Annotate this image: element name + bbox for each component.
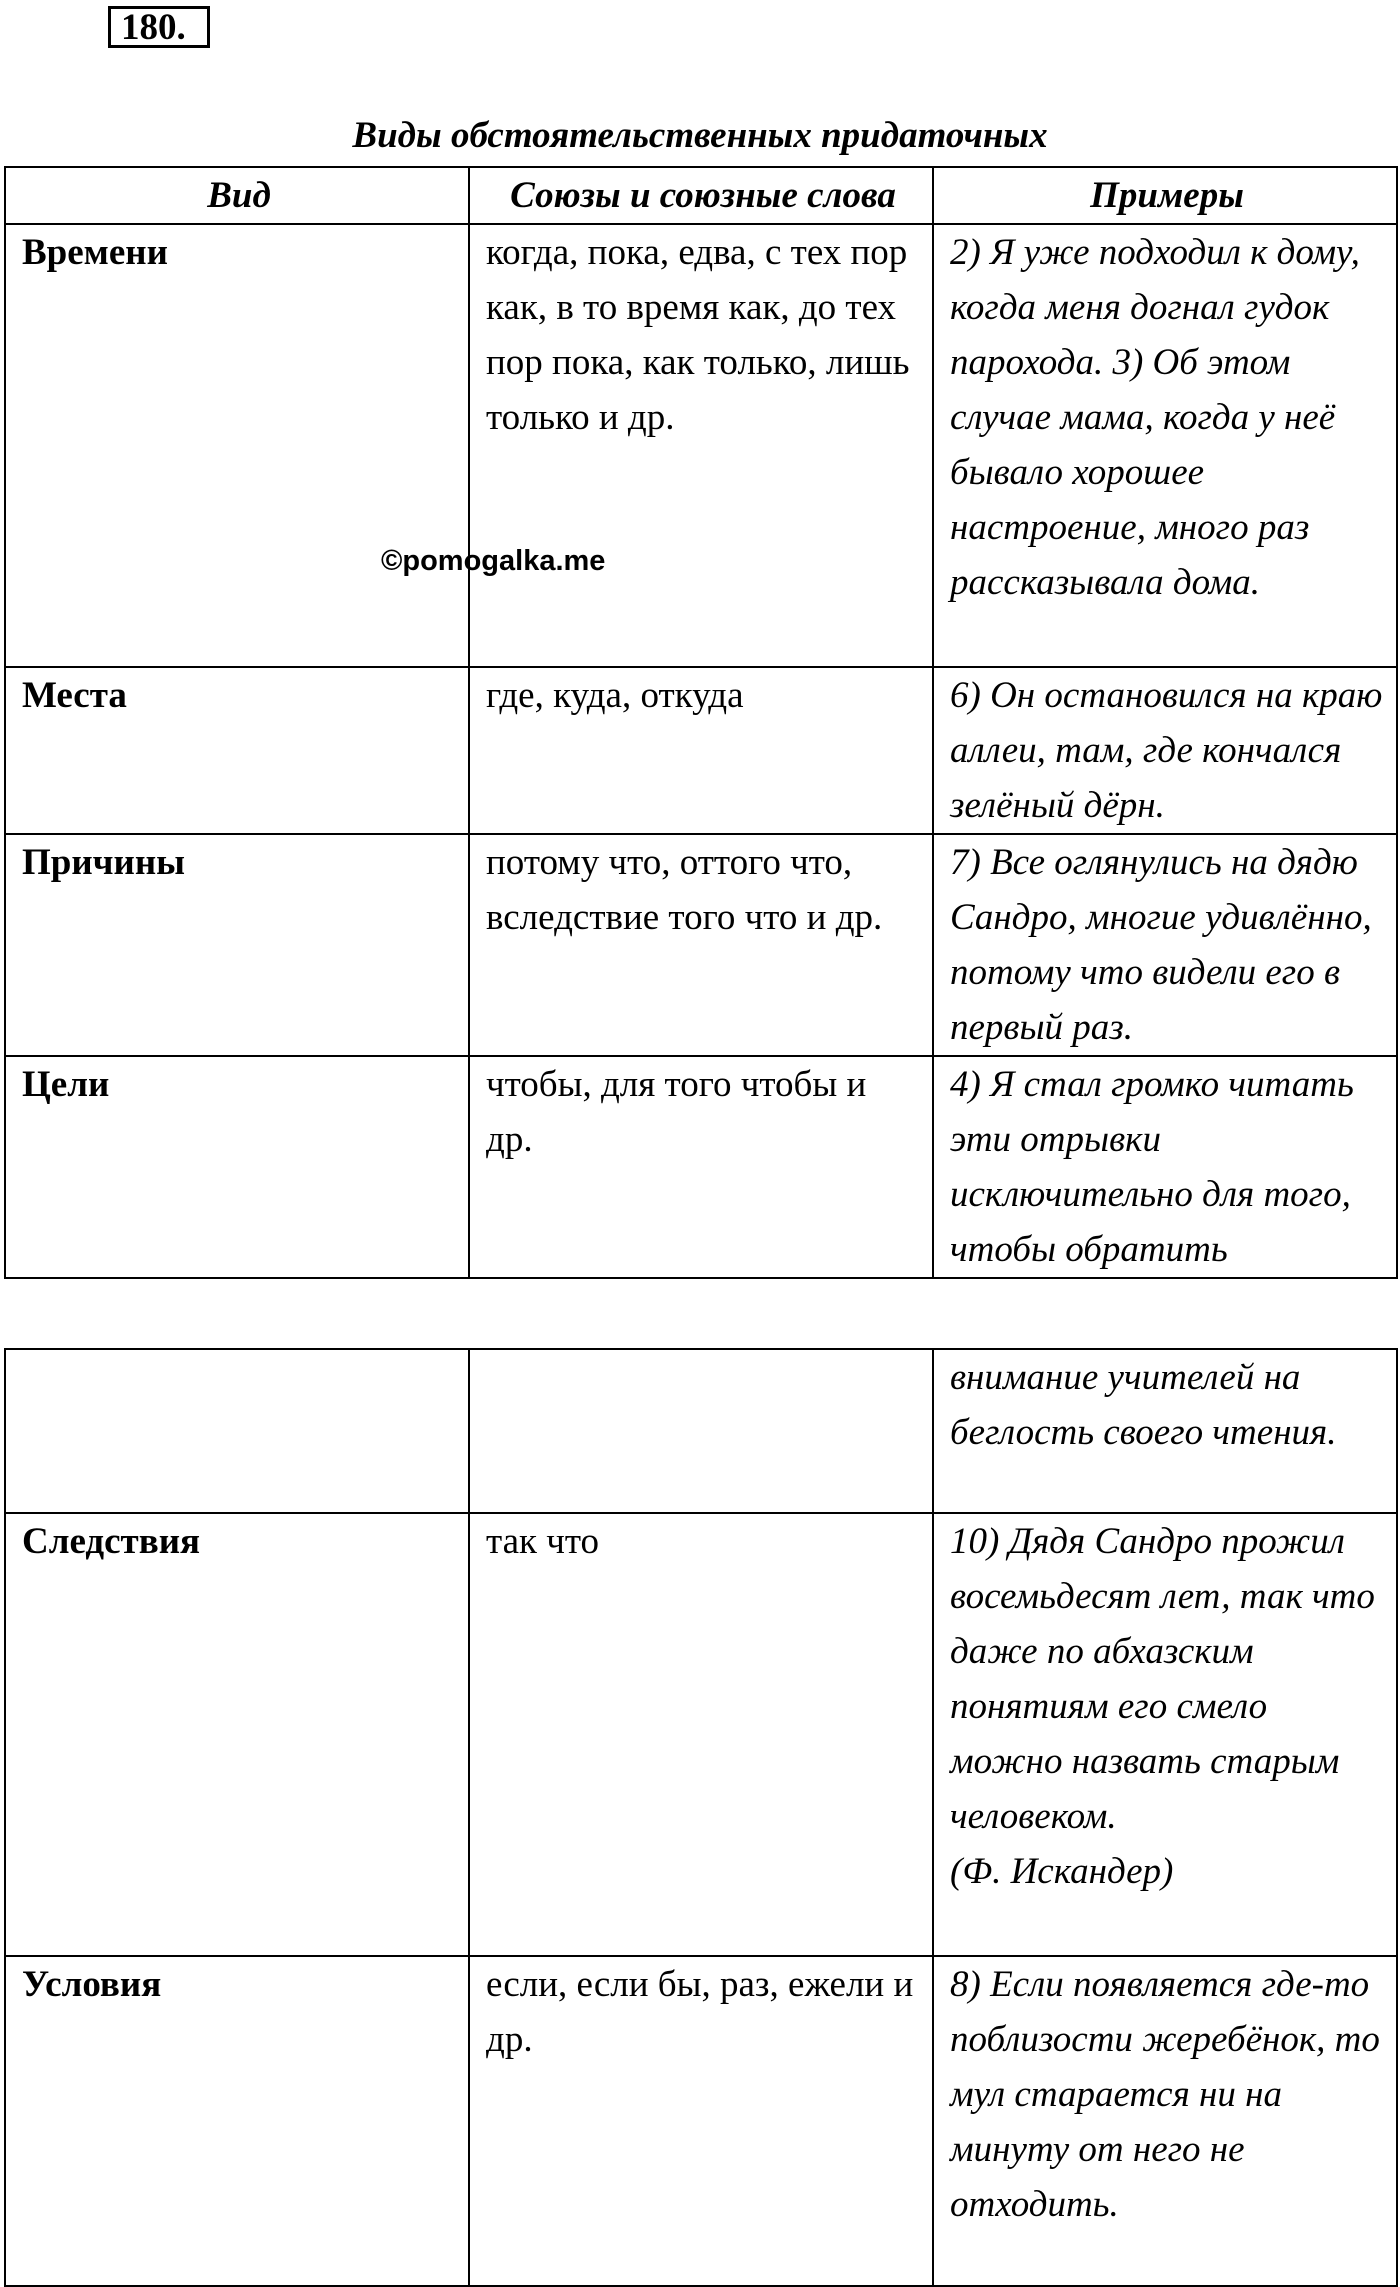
- example-attribution: (Ф. Искандер): [950, 1851, 1174, 1892]
- row-example: 8) Если появляется где-то поблизости жеребёнок, то мул старается ни на минуту от него не отходить.: [933, 1956, 1397, 2286]
- row-example: 6) Он остановился на краю аллеи, там, где кончался зелёный дёрн.: [933, 667, 1397, 834]
- row-example: 4) Я стал громко читать эти отрывки исключительно для того, чтобы обратить: [933, 1056, 1397, 1278]
- row-example: 2) Я уже подходил к дому, когда меня догнал гудок парохода. 3) Об этом случае мама, когда у неё бывало хорошее настроение, много раз рассказывала дома.: [933, 224, 1397, 667]
- row-example: [933, 1513, 1397, 1956]
- row-conjunctions: чтобы, для того чтобы и др.: [469, 1056, 933, 1278]
- row-example: внимание учителей на беглость своего чтения.: [933, 1349, 1397, 1513]
- row-kind: Места: [5, 667, 469, 834]
- table-header-row: [5, 167, 1397, 224]
- clauses-table-continued: [4, 1348, 1398, 2287]
- row-example: 7) Все оглянулись на дядю Сандро, многие удивлённо, потому что видели его в первый раз.: [933, 834, 1397, 1056]
- row-kind: [5, 1349, 469, 1513]
- table-row: [5, 667, 1397, 834]
- clauses-table: [4, 166, 1398, 1279]
- table-title: Виды обстоятельственных придаточных: [352, 115, 1048, 156]
- table-row: [5, 224, 1397, 667]
- header-conjunctions: Союзы и союзные слова: [469, 167, 933, 224]
- row-conjunctions: где, куда, откуда: [469, 667, 933, 834]
- table-row-continuation: [5, 1349, 1397, 1513]
- table-row: [5, 1056, 1397, 1278]
- table-row: [5, 834, 1397, 1056]
- row-kind: Условия: [5, 1956, 469, 2286]
- example-text: 10) Дядя Сандро прожил восемьдесят лет, так что даже по абхазским понятиям его смело можно назвать старым человеком.: [950, 1521, 1375, 1837]
- row-conjunctions: если, если бы, раз, ежели и др.: [469, 1956, 933, 2286]
- row-conjunctions: [469, 1349, 933, 1513]
- row-kind: Цели: [5, 1056, 469, 1278]
- row-kind: Времени: [5, 224, 469, 667]
- watermark: ©pomogalka.me: [381, 545, 606, 577]
- row-kind: Причины: [5, 834, 469, 1056]
- row-conjunctions: когда, пока, едва, с тех пор как, в то время как, до тех пор пока, как только, лишь только и др.: [469, 224, 933, 667]
- row-conjunctions: потому что, оттого что, вследствие того что и др.: [469, 834, 933, 1056]
- table-row: [5, 1513, 1397, 1956]
- header-examples: Примеры: [933, 167, 1397, 224]
- table-row: [5, 1956, 1397, 2286]
- row-conjunctions: так что: [469, 1513, 933, 1956]
- header-kind: Вид: [5, 167, 469, 224]
- row-kind: Следствия: [5, 1513, 469, 1956]
- task-number: 180.: [108, 6, 210, 48]
